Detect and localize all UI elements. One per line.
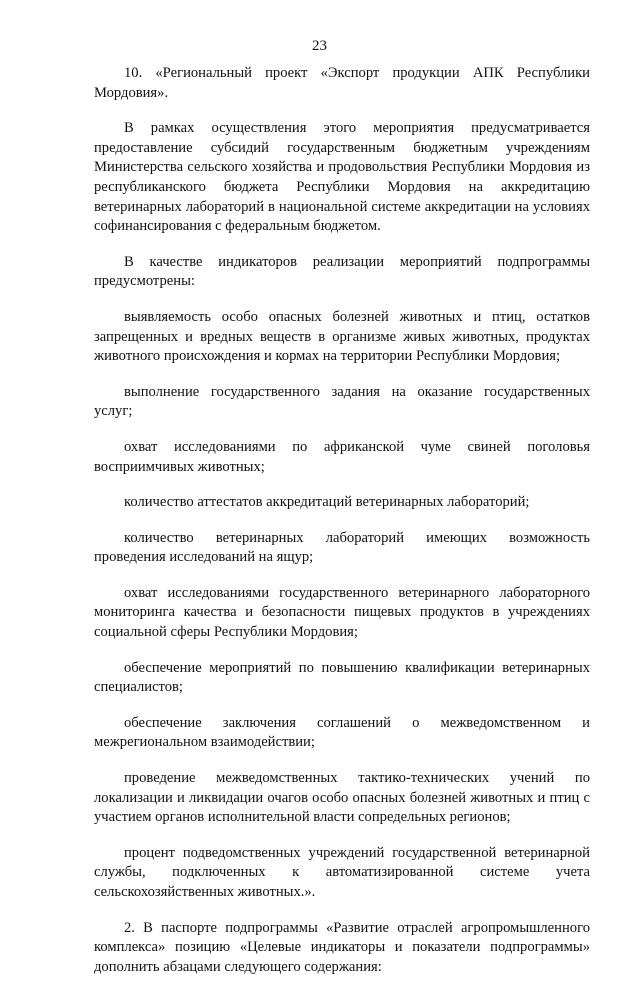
paragraph-passport-amendment: 2. В паспорте подпрограммы «Развитие отраслей агропромышленного комплекса» позицию «Целевые индикаторы и показатели подпрограммы» дополнить абзацами следующего содержания: (94, 919, 590, 975)
list-item-food-safety-monitoring: охват исследованиями государственного ветеринарного лабораторного мониторинга качества и безопасности пищевых продуктов в учреждениях социальной сферы Республики Мордовия; (94, 584, 590, 641)
page-number: 23 (312, 38, 327, 54)
paragraph-indicators-intro: В качестве индикаторов реализации мероприятий подпрограммы предусмотрены: (94, 253, 590, 290)
list-item-automated-system: процент подведомственных учреждений государственной ветеринарной службы, подключенных к автоматизированной системе учета сельскохозяйственных животных.». (94, 844, 590, 900)
list-item-agreements: обеспечение заключения соглашений о межведомственном и межрегиональном взаимодействии; (94, 714, 590, 751)
list-item-asf-coverage: охват исследованиями по африканской чуме свиней поголовья восприимчивых животных; (94, 438, 590, 475)
paragraph-regional-project-title: 10. «Региональный проект «Экспорт продукции АПК Республики Мордовия». (94, 65, 590, 101)
document-body (94, 64, 590, 993)
list-item-state-assignment: выполнение государственного задания на оказание государственных услуг; (94, 383, 590, 420)
list-item-fmd-labs: количество ветеринарных лабораторий имеющих возможность проведения исследований на ящур; (94, 529, 590, 566)
list-item-accreditation-certificates: количество аттестатов аккредитаций ветеринарных лабораторий; (124, 494, 530, 511)
list-item-disease-detection: выявляемость особо опасных болезней животных и птиц, остатков запрещенных и вредных веществ в организме живых животных, продуктах животного происхождения и кормах на территории Республики Мордовия; (94, 308, 590, 365)
paragraph-subsidies: В рамках осуществления этого мероприятия предусматривается предоставление субсидий государственным бюджетным учреждениям Министерства сельского хозяйства и продовольствия Республики Мордовия из республиканского бюджета Республики Мордовия на аккредитацию ветеринарных лабораторий в национальной системе аккредитации на условиях софинансирования с федеральным бюджетом. (94, 120, 590, 235)
list-item-exercises: проведение межведомственных тактико-технических учений по локализации и ликвидации очагов особо опасных болезней животных и птиц с участием органов исполнительной власти сопредельных регионов; (94, 770, 590, 826)
list-item-qualification: обеспечение мероприятий по повышению квалификации ветеринарных специалистов; (94, 659, 590, 696)
